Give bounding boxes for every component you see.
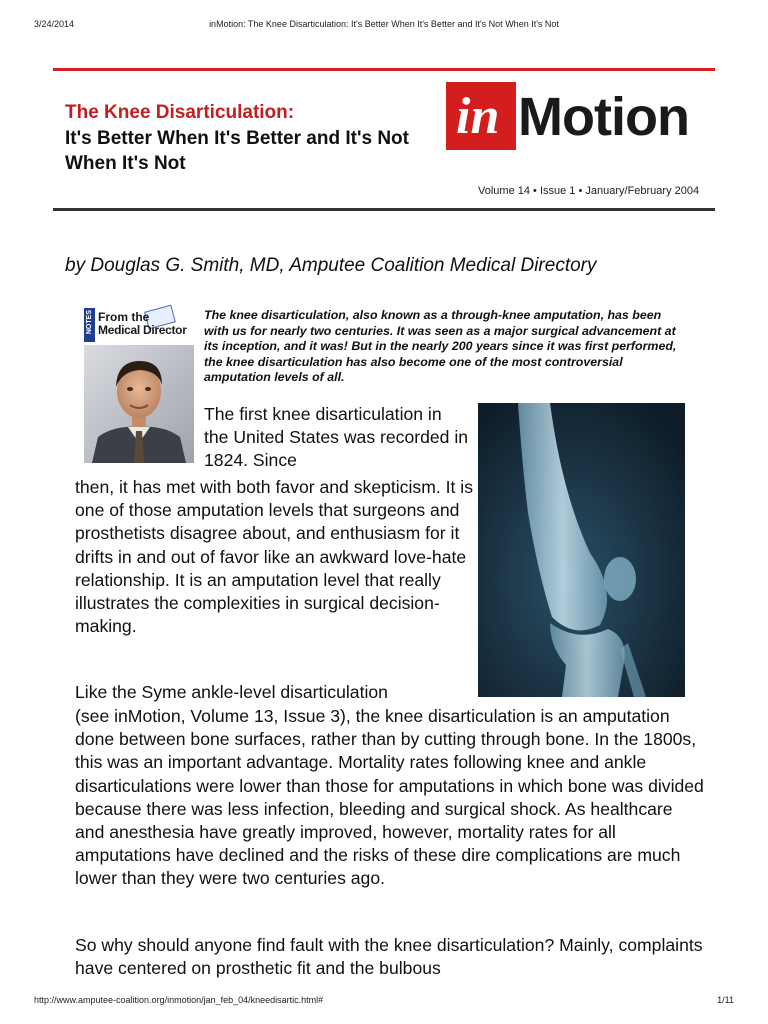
paragraph-3: So why should anyone find fault with the knee disarticulation? Mainly, complaints have centered on prosthetic fit and the bulbous [75,935,703,979]
issue-volume: Volume 14 • Issue 1 • January/February 2004 [478,185,700,197]
article-title: The Knee Disarticulation: [65,102,295,123]
inmotion-logo [446,82,702,154]
byline: by Douglas G. Smith, MD, Amputee Coalition Medical Directory [65,255,597,276]
logo-in-text: in [456,88,500,145]
browser-print-date: 3/24/2014 [34,19,75,29]
author-portrait [84,345,194,463]
article-intro: The knee disarticulation, also known as a through-knee amputation, has been with us for nearly two centuries. It was seen as a major surgical advancement at its inception, and it was! But in the nearly 200 years since it was first performed, the knee disarticulation has also become one of the most controversial amputation levels of all. [204,308,677,384]
badge-line-1: From the [98,310,150,324]
logo-red-box [446,82,516,150]
paragraph-2-start: Like the Syme ankle-level disarticulation [75,682,388,702]
badge-line-2: Medical Director [98,323,187,337]
top-red-rule [53,68,715,71]
paragraph-1-continued: then, it has met with both favor and skepticism. It is one of those amputation levels that surgeons and prosthetists disagree about, and enthusiasm for it drifts in and out of favor like an awkward love-hate relationship. It is an amputation level that really illustrates the complexities in surgical decision-making. [75,477,473,637]
paragraph-2-continued: (see inMotion, Volume 13, Issue 3), the knee disarticulation is an amputation done between bone surfaces, rather than by cutting through bone. In the 1800s, this was an important advantage. Mortality rates following knee and ankle disarticulations were lower than those for amputations in which bone was divided because there was less infection, bleeding and surgical shock. As healthcare and anesthesia have greatly improved, however, mortality rates for all amputations have declined and the risks of these dire complications are much lower than they were two centuries ago. [75,706,704,889]
paragraph-1-start: The first knee disarticulation in the United States was recorded in 1824. Since [204,404,469,471]
article-subtitle: It's Better When It's Better and It's Not When It's Not [65,128,409,174]
medical-director-badge [84,308,194,342]
footer-url: http://www.amputee-coalition.org/inmotion/jan_feb_04/kneedisartic.html# [34,995,324,1005]
browser-print-title: inMotion: The Knee Disarticulation: It's Better When It's Better and It's Not When It's Not [209,19,559,29]
knee-xray-image [478,403,685,697]
bottom-dark-rule [53,208,715,211]
footer-page-number: 1/11 [717,995,734,1005]
notes-tab: NOTES [84,308,95,342]
logo-motion-text: Motion [518,87,689,147]
